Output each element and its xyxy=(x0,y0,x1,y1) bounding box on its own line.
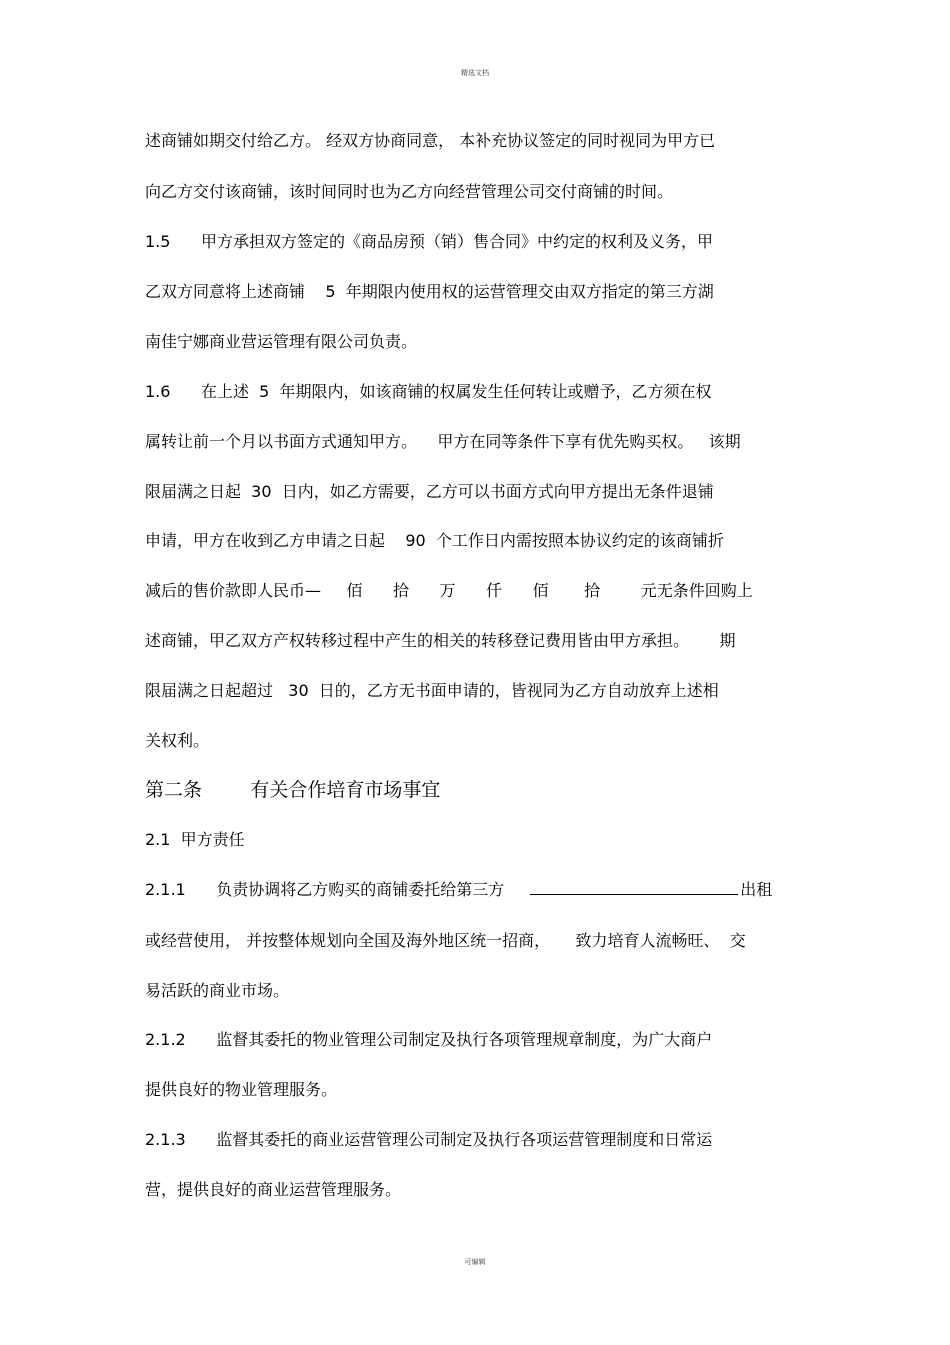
body-line: 提供良好的物业管理服务。 xyxy=(145,1080,338,1099)
body-line: 申请，甲方在收到乙方申请之日起 90 个工作日内需按照本协议约定的该商铺折 xyxy=(145,531,724,550)
body-line: 乙双方同意将上述商铺 5 年期限内使用权的运营管理交由双方指定的第三方湖 xyxy=(145,282,714,301)
page-header: 精选文档 xyxy=(461,69,489,77)
body-line: 营，提供良好的商业运营管理服务。 xyxy=(145,1180,402,1199)
body-line: 易活跃的商业市场。 xyxy=(145,981,290,1000)
body-line: 限届满之日起 30 日内，如乙方需要，乙方可以书面方式向甲方提出无条件退铺 xyxy=(145,482,714,501)
clause-1-6: 1.6 在上述 5 年期限内，如该商铺的权属发生任何转让或赠予，乙方须在权 xyxy=(145,382,712,401)
clause-2-1-1 xyxy=(145,879,772,901)
article-title: 第二条 有关合作培育市场事宜 xyxy=(145,779,441,801)
body-line: 限届满之日起超过 30 日的，乙方无书面申请的，皆视同为乙方自动放弃上述相 xyxy=(145,681,719,700)
page-footer: 可编辑 xyxy=(464,1258,486,1266)
body-line: 向乙方交付该商铺，该时间同时也为乙方向经营管理公司交付商铺的时间。 xyxy=(145,182,674,201)
body-line: 关权利。 xyxy=(145,731,210,750)
clause-1-5: 1.5 甲方承担双方签定的《商品房预（销）售合同》中约定的权利及义务，甲 xyxy=(145,232,713,251)
clause-2-1-2: 2.1.2 监督其委托的物业管理公司制定及执行各项管理规章制度，为广大商户 xyxy=(145,1030,713,1049)
section-2-1-heading: 2.1 甲方责任 xyxy=(145,830,245,849)
clause-2-1-1-suffix: 出租 xyxy=(740,880,773,899)
blank-underline xyxy=(530,880,738,895)
body-line: 或经营使用， 并按整体规划向全国及海外地区统一招商， 致力培育人流畅旺、 交 xyxy=(145,931,746,950)
body-line: 述商铺如期交付给乙方。 经双方协商同意， 本补充协议签定的同时视同为甲方已 xyxy=(145,131,716,150)
body-line: 属转让前一个月以书面方式通知甲方。 甲方在同等条件下享有优先购买权。 该期 xyxy=(145,432,741,451)
clause-2-1-1-text: 2.1.1 负责协调将乙方购买的商铺委托给第三方 xyxy=(145,880,505,899)
clause-2-1-3: 2.1.3 监督其委托的商业运营管理公司制定及执行各项运营管理制度和日常运 xyxy=(145,1130,713,1149)
body-line: 南佳宁娜商业营运管理有限公司负责。 xyxy=(145,332,418,351)
body-line: 述商铺，甲乙双方产权转移过程中产生的相关的转移登记费用皆由甲方承担。 期 xyxy=(145,631,736,650)
body-line: 减后的售价款即人民币— 佰 拾 万 仟 佰 拾 元无条件回购上 xyxy=(145,581,753,600)
